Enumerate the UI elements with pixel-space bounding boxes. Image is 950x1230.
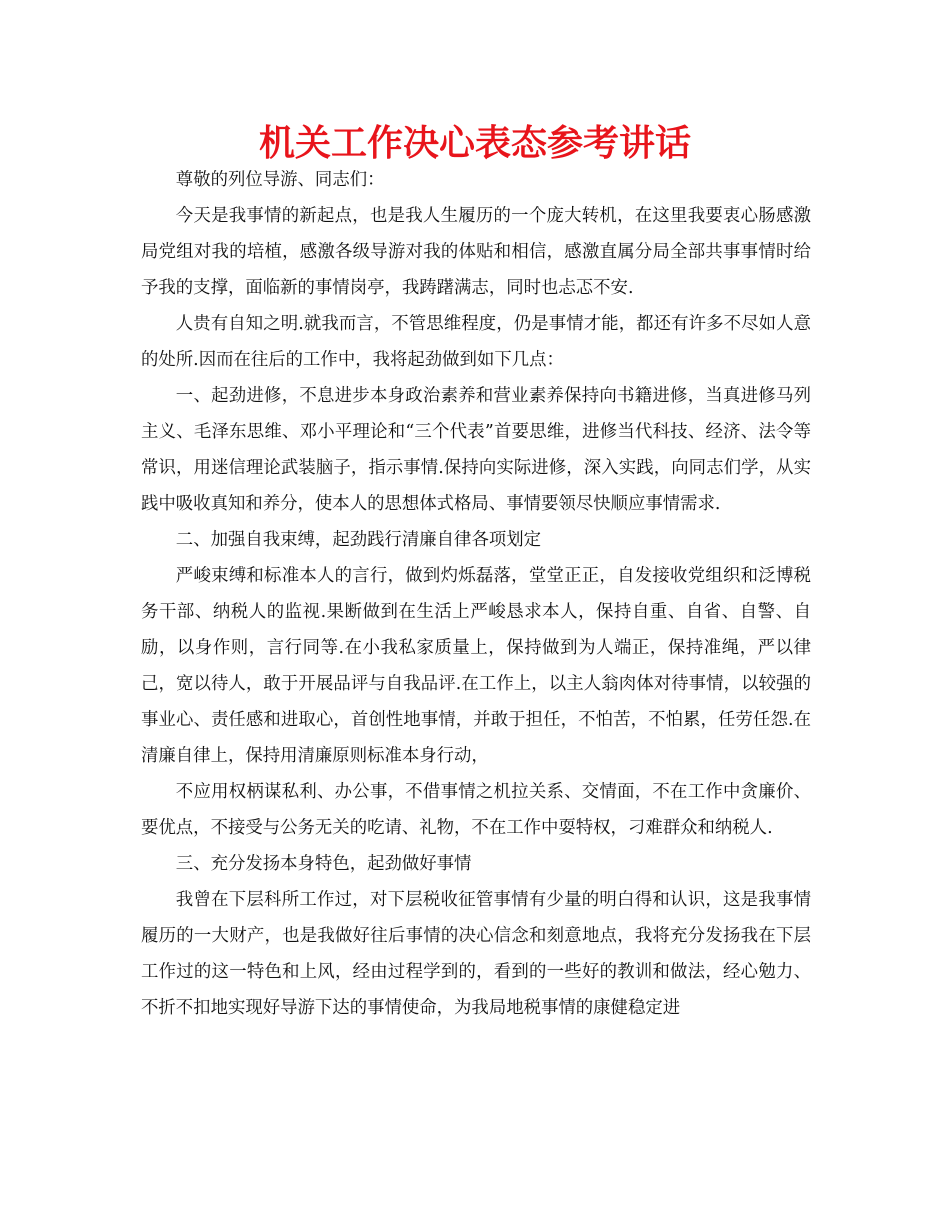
document-body bbox=[141, 162, 811, 1026]
document-title: 机关工作决心表态参考讲话 bbox=[258, 122, 691, 164]
paragraph-experience: 我曾在下层科所工作过，对下层税收征管事情有少量的明白得和认识，这是我事情履历的一大财产，也是我做好往后事情的决心信念和刻意地点，我将充分发扬我在下层工作过的这一特色和上风，经由过程学到的，看到的一些好的教训和做法，经心勉力、不折不扣地实现好导游下达的事情使命，为我局地税事情的康健稳定进 bbox=[141, 890, 811, 1018]
heading-point-three: 三、充分发扬本身特色，起劲做好事情 bbox=[175, 854, 472, 874]
paragraph-discipline: 严峻束缚和标准本人的言行，做到灼烁磊落，堂堂正正，自发接收党组织和泛博税务干部、纳税人的监视.果断做到在生活上严峻恳求本人，保持自重、自省、自警、自励，以身作则，言行同等.在小我私家质量上，保持做到为人端正，保持准绳，严以律己，宽以待人，敢于开展品评与自我品评.在工作上，以主人翁肉体对待事情，以较强的事业心、责任感和进取心，首创性地事情，并敢于担任，不怕苦，不怕累，任劳任怨.在清廉自律上，保持用清廉原则标准本身行动， bbox=[141, 566, 811, 766]
paragraph-integrity: 不应用权柄谋私利、办公事，不借事情之机拉关系、交情面，不在工作中贪廉价、要优点，不接受与公务无关的吃请、礼物，不在工作中耍特权，刁难群众和纳税人. bbox=[141, 782, 811, 838]
heading-point-two: 二、加强自我束缚，起劲践行清廉自律各项划定 bbox=[175, 530, 542, 550]
paragraph-intro: 今天是我事情的新起点，也是我人生履历的一个庞大转机，在这里我要衷心肠感激局党组对我的培植，感激各级导游对我的体贴和相信，感激直属分局全部共事事情时给予我的支撑，面临新的事情岗亭，我踌躇满志，同时也忐忑不安. bbox=[141, 206, 811, 298]
paragraph-point-one: 一、起劲进修，不息进步本身政治素养和营业素养保持向书籍进修，当真进修马列主义、毛泽东思维、邓小平理论和“三个代表”首要思维，进修当代科技、经济、法令等常识，用迷信理论武装脑子，指示事情.保持向实际进修，深入实践，向同志们学，从实践中吸收真知和养分，使本人的思想体式格局、事情要领尽快顺应事情需求. bbox=[141, 386, 811, 514]
salutation: 尊敬的列位导游、同志们： bbox=[175, 170, 385, 190]
paragraph-self-knowledge: 人贵有自知之明.就我而言，不管思维程度，仍是事情才能，都还有许多不尽如人意的处所.因而在往后的工作中，我将起劲做到如下几点： bbox=[141, 314, 811, 370]
